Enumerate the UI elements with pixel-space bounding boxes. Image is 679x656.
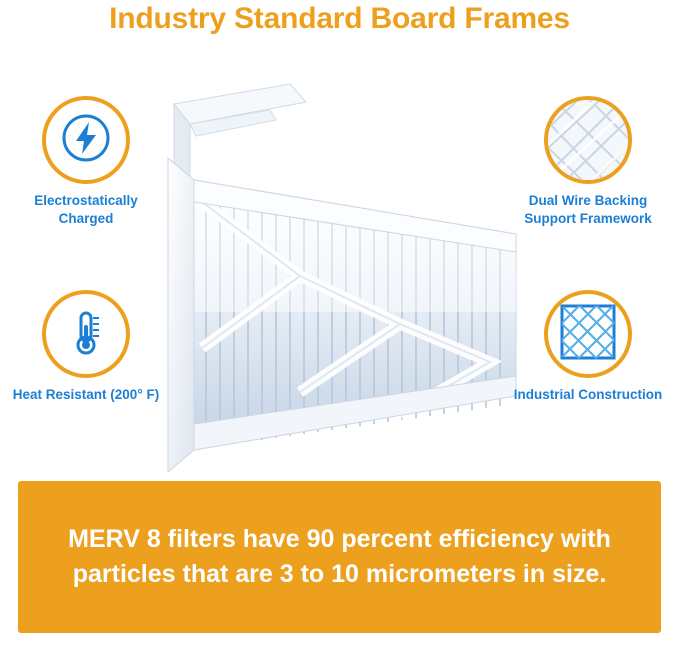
thermometer-icon [59, 305, 113, 364]
banner-text: MERV 8 filters have 90 percent efficiency with particles that are 3 to 10 micrometers in size. [68, 524, 611, 588]
merv-rating-banner [18, 481, 661, 633]
feature-label-industrial-construction: Industrial Construction [513, 387, 663, 402]
lightning-bolt-icon [59, 111, 113, 170]
pleated-air-filter-illustration [150, 62, 540, 472]
feature-dual-wire-backing [508, 96, 668, 228]
feature-electrostatically-charged [6, 96, 166, 228]
wire-mesh-icon [544, 96, 632, 184]
feature-label-dual-wire-backing: Dual Wire Backing Support Framework [524, 193, 652, 227]
lattice-grid-icon [559, 303, 617, 366]
badge-industrial-construction [544, 290, 632, 378]
page-title: Industry Standard Board Frames [109, 2, 570, 35]
feature-industrial-construction [508, 290, 668, 404]
badge-electrostatically-charged [42, 96, 130, 184]
feature-label-heat-resistant: Heat Resistant (200° F) [12, 387, 160, 402]
badge-dual-wire-backing [544, 96, 632, 184]
badge-heat-resistant [42, 290, 130, 378]
feature-label-electrostatically-charged: Electrostatically Charged [34, 193, 138, 227]
feature-heat-resistant [6, 290, 166, 404]
